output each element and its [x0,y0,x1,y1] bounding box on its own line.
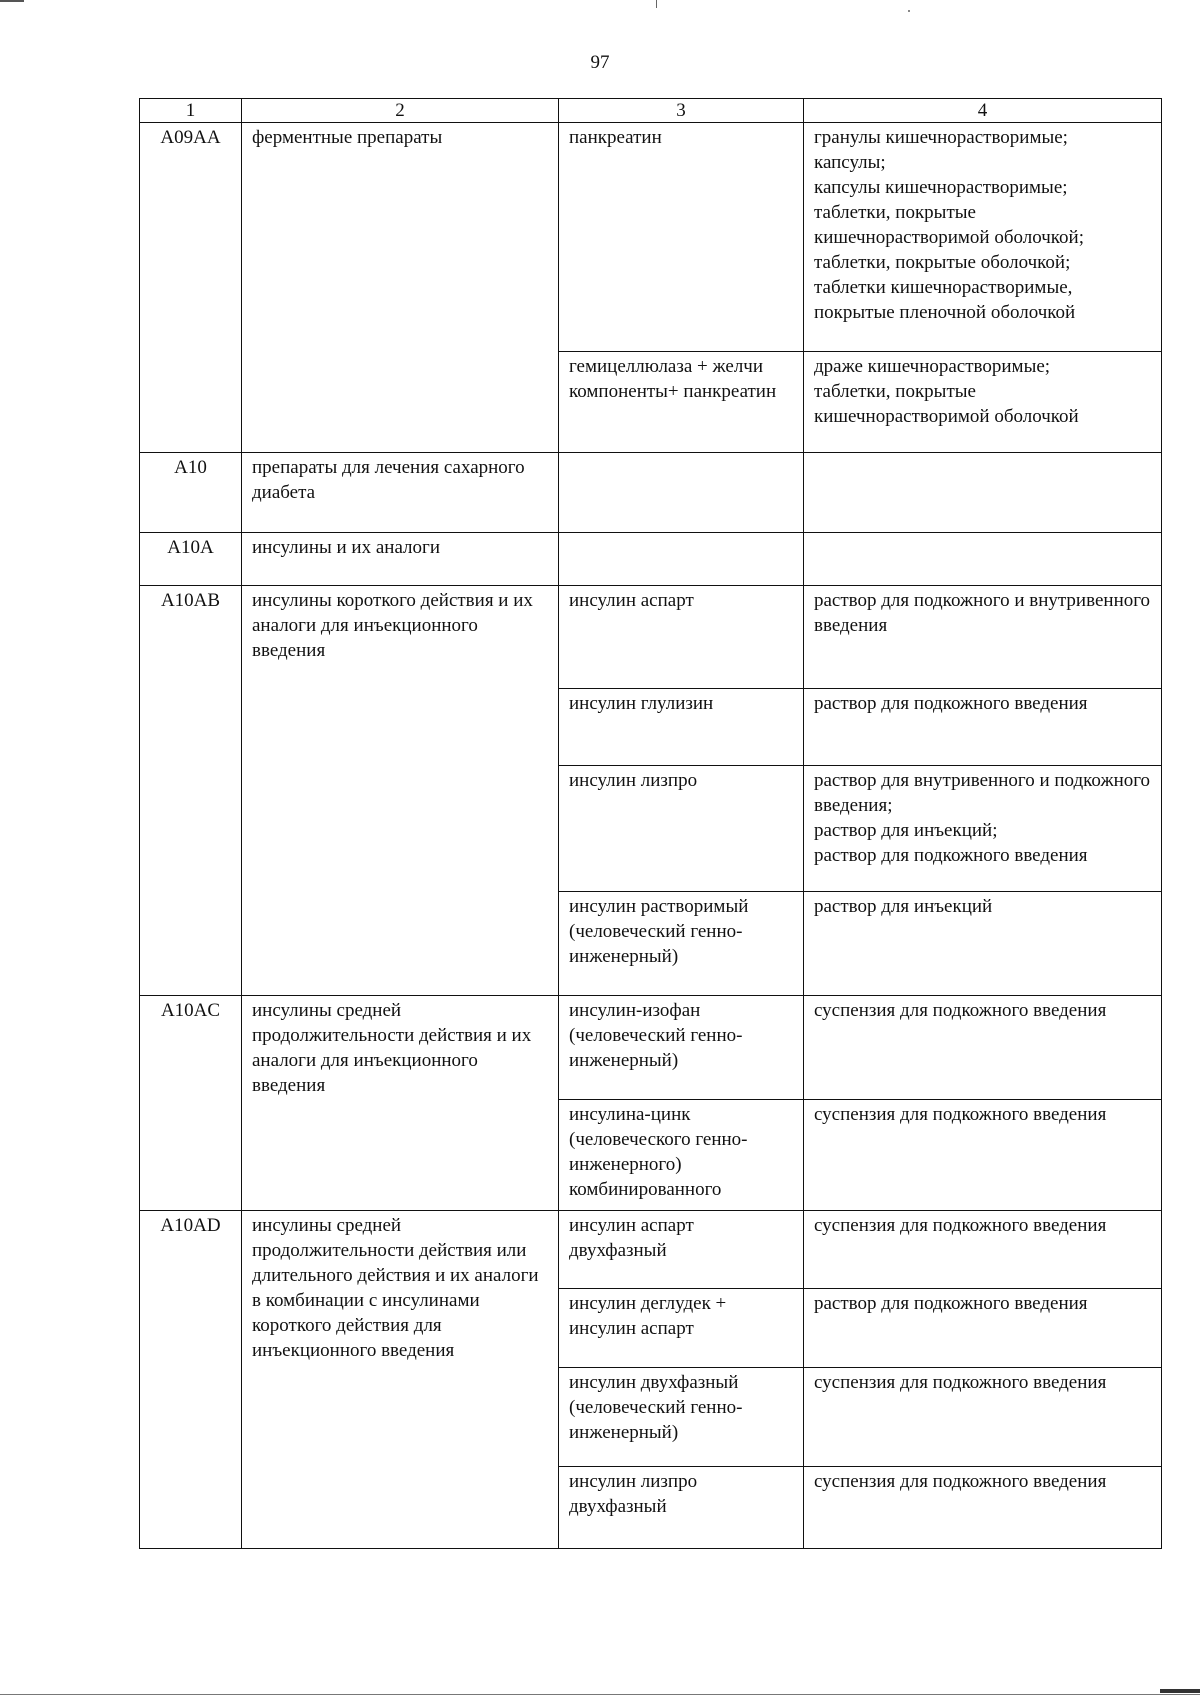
group-name-cell: инсулины средней продолжительности действия и их аналоги для инъекционного введения [242,996,559,1211]
dosage-forms-cell [804,533,1162,586]
dosage-forms-cell [804,352,1162,453]
column-header: 1 [140,99,242,123]
dosage-form: раствор для подкожного и внутривенного введения [814,590,1151,636]
dosage-form: суспензия для подкожного введения [814,1372,1107,1393]
dosage-form: капсулы кишечнорастворимые; [814,177,1068,198]
table-row [140,123,1162,352]
group-name-cell: ферментные препараты [242,123,559,453]
dosage-forms-cell [804,1211,1162,1289]
dosage-form: суспензия для подкожного введения [814,1471,1107,1492]
table-body [140,99,1162,1549]
group-name-cell: инсулины и их аналоги [242,533,559,586]
drug-name-cell [559,533,804,586]
scan-artifact-corner [1160,1689,1200,1693]
drug-name-cell: инсулин двухфазный (человеческий генно-инженерный) [559,1368,804,1467]
table-row [140,996,1162,1100]
dosage-form: раствор для внутривенного и подкожного введения; [814,770,1151,816]
scan-artifact-left [0,0,24,2]
column-header: 2 [242,99,559,123]
dosage-forms-cell [804,1467,1162,1549]
dosage-form: раствор для подкожного введения [814,693,1088,714]
scan-artifact-mid [656,0,657,8]
dosage-form: суспензия для подкожного введения [814,1104,1107,1125]
dosage-form: драже кишечнорастворимые; [814,356,1051,377]
dosage-form: таблетки, покрытые оболочкой; [814,252,1071,273]
table-row [140,533,1162,586]
dosage-form: таблетки кишечнорастворимые, покрытые пленочной оболочкой [814,277,1076,323]
atc-code-cell: A10 [140,453,242,533]
drug-name-cell: инсулин деглудек + инсулин аспарт [559,1289,804,1368]
dosage-form: раствор для подкожного введения [814,845,1088,866]
scan-artifact-bottom-line [0,1694,1200,1695]
dosage-form: раствор для инъекций; [814,820,998,841]
group-name-cell: препараты для лечения сахарного диабета [242,453,559,533]
atc-code-cell: A10AD [140,1211,242,1549]
dosage-forms-cell [804,766,1162,892]
drug-name-cell: инсулин аспарт двухфазный [559,1211,804,1289]
table-row [140,1211,1162,1289]
drug-name-cell: инсулин растворимый (человеческий генно-инженерный) [559,892,804,996]
drug-name-cell: инсулин лизпро [559,766,804,892]
dosage-forms-cell [804,1368,1162,1467]
drug-name-cell: инсулин лизпро двухфазный [559,1467,804,1549]
dosage-form: гранулы кишечнорастворимые; [814,127,1068,148]
drug-name-cell: гемицеллюлаза + желчи компоненты+ панкреатин [559,352,804,453]
drug-name-cell: инсулин-изофан (человеческий генно-инженерный) [559,996,804,1100]
dosage-forms-cell [804,586,1162,689]
drug-name-cell: инсулина-цинк (человеческого генно-инженерного) комбинированного [559,1100,804,1211]
table-row [140,586,1162,689]
dosage-forms-cell [804,1289,1162,1368]
column-header-row [140,99,1162,123]
dosage-form: таблетки, покрытые кишечнорастворимой оболочкой [814,381,1079,427]
drug-name-cell: панкреатин [559,123,804,352]
dosage-form: суспензия для подкожного введения [814,1215,1107,1236]
group-name-cell: инсулины короткого действия и их аналоги для инъекционного введения [242,586,559,996]
dosage-form: раствор для инъекций [814,896,993,917]
scan-artifact-dot [908,10,910,12]
dosage-form: суспензия для подкожного введения [814,1000,1107,1021]
group-name-cell: инсулины средней продолжительности действия или длительного действия и их аналоги в комбинации с инсулинами короткого действия для инъекционного введения [242,1211,559,1549]
dosage-form: раствор для подкожного введения [814,1293,1088,1314]
page-number: 97 [590,52,610,73]
dosage-forms-cell [804,123,1162,352]
drug-name-cell: инсулин аспарт [559,586,804,689]
table-row [140,453,1162,533]
dosage-forms-cell [804,1100,1162,1211]
drug-name-cell [559,453,804,533]
drug-name-cell: инсулин глулизин [559,689,804,766]
column-header: 4 [804,99,1162,123]
atc-code-cell: A10AC [140,996,242,1211]
atc-code-cell: A10AB [140,586,242,996]
drug-table [139,98,1162,1549]
dosage-forms-cell [804,996,1162,1100]
dosage-form: капсулы; [814,152,886,173]
atc-code-cell: A10A [140,533,242,586]
dosage-form: таблетки, покрытые кишечнорастворимой оболочкой; [814,202,1085,248]
atc-code-cell: A09AA [140,123,242,453]
column-header: 3 [559,99,804,123]
dosage-forms-cell [804,689,1162,766]
dosage-forms-cell [804,453,1162,533]
dosage-forms-cell [804,892,1162,996]
